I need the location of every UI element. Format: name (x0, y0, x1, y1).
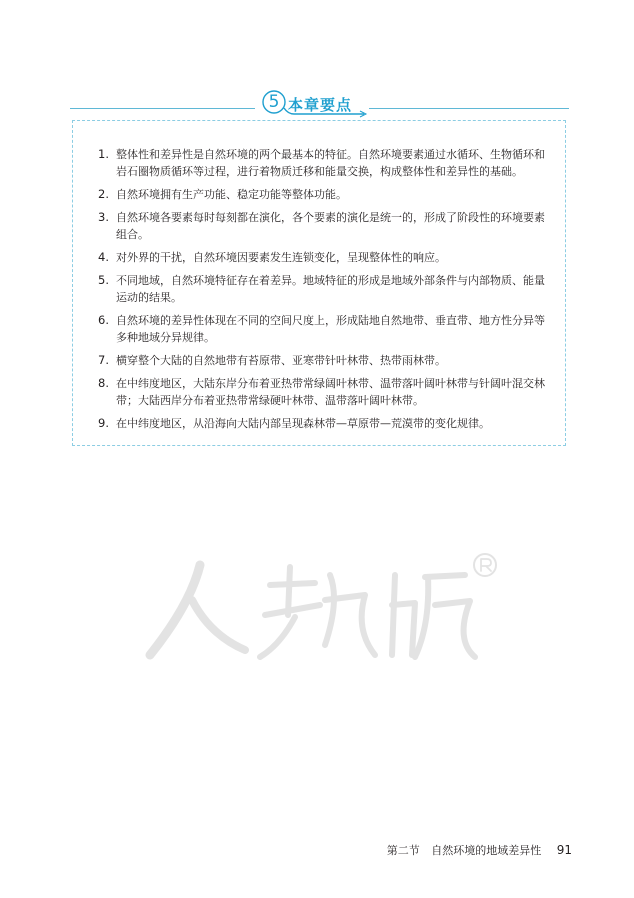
item-number: 1. (98, 147, 109, 161)
item-number: 7. (98, 353, 109, 367)
page-footer (387, 842, 572, 858)
item-number: 3. (98, 210, 109, 224)
item-text: 横穿整个大陆的自然地带有苔原带、亚寒带针叶林带、热带雨林带。 (116, 354, 446, 367)
item-number: 9. (98, 416, 109, 430)
header-rule-left (70, 108, 255, 109)
item-text: 自然环境的差异性体现在不同的空间尺度上，形成陆地自然地带、垂直带、地方性分异等多种地域分异规律。 (116, 314, 545, 344)
list-item (98, 186, 550, 203)
item-number: 4. (98, 250, 109, 264)
item-text: 在中纬度地区，大陆东岸分布着亚热带常绿阔叶林带、温带落叶阔叶林带与针阔叶混交林带；大陆西岸分布着亚热带常绿硬叶林带、温带落叶阔叶林带。 (116, 377, 545, 407)
list-item (98, 352, 550, 369)
section-number: 5 (268, 92, 280, 112)
list-item (98, 375, 550, 409)
item-text: 对外界的干扰，自然环境因要素发生连锁变化，呈现整体性的响应。 (116, 251, 446, 264)
item-text: 自然环境拥有生产功能、稳定功能等整体功能。 (116, 188, 347, 201)
footer-chapter-title: 自然环境的地域差异性 (431, 844, 542, 857)
item-number: 5. (98, 273, 109, 287)
list-item (98, 146, 550, 180)
page-number: 91 (556, 843, 572, 857)
section-title: 本章要点 (288, 96, 353, 114)
key-points-list (98, 146, 550, 438)
footer-section: 第二节 (386, 844, 420, 857)
item-text: 整体性和差异性是自然环境的两个最基本的特征。自然环境要素通过水循环、生物循环和岩石圈物质循环等过程，进行着物质迁移和能量交换，构成整体性和差异性的基础。 (116, 148, 545, 178)
item-text: 自然环境各要素每时每刻都在演化，各个要素的演化是统一的，形成了阶段性的环境要素组合。 (116, 211, 545, 241)
header-rule-right (369, 108, 569, 109)
item-number: 8. (98, 376, 109, 390)
list-item (98, 209, 550, 243)
section-header (254, 88, 370, 122)
item-number: 2. (98, 187, 109, 201)
publisher-watermark (130, 545, 510, 675)
list-item (98, 415, 550, 432)
item-text: 在中纬度地区，从沿海向大陆内部呈现森林带—草原带—荒漠带的变化规律。 (116, 417, 490, 430)
list-item (98, 249, 550, 266)
list-item (98, 272, 550, 306)
list-item (98, 312, 550, 346)
item-text: 不同地域，自然环境特征存在着差异。地域特征的形成是地域外部条件与内部物质、能量运动的结果。 (116, 274, 545, 304)
item-number: 6. (98, 313, 109, 327)
